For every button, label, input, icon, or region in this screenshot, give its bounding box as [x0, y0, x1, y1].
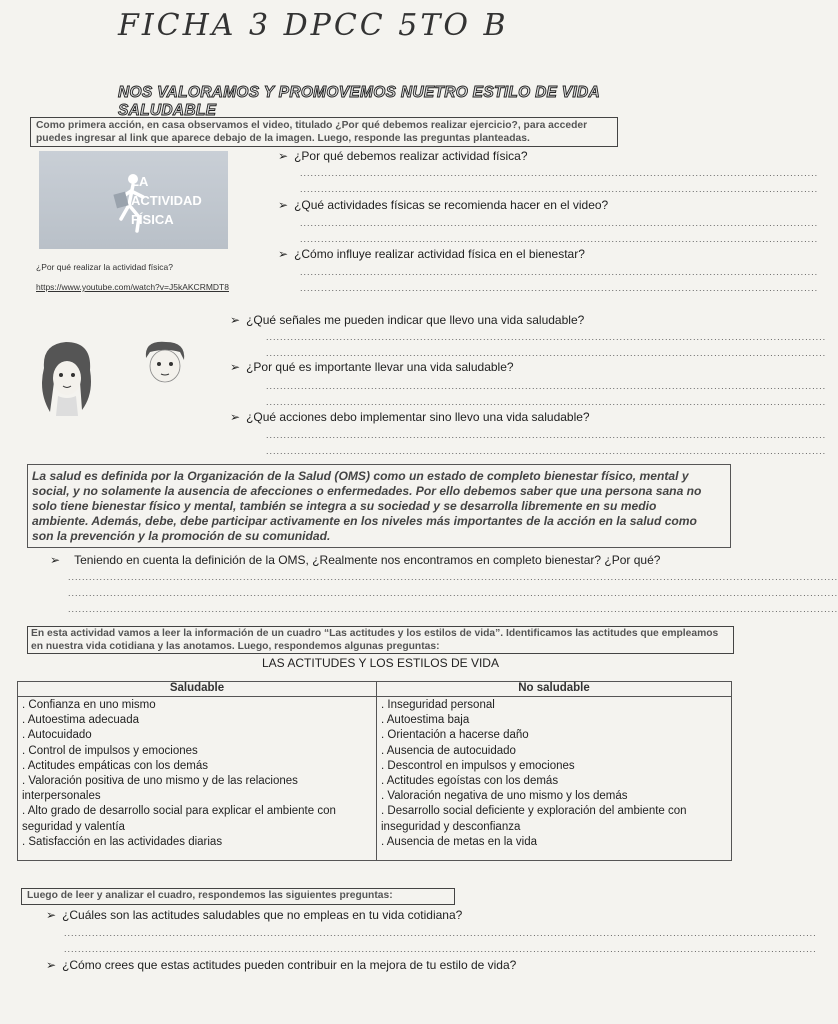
list-item: . Descontrol en impulsos y emociones	[381, 759, 575, 772]
list-item: . Valoración negativa de uno mismo y los demás	[381, 790, 628, 803]
arrow-bullet-icon: ➢	[230, 360, 241, 374]
final-instruction: Luego de leer y analizar el cuadro, respondemos las siguientes preguntas:	[27, 890, 393, 901]
question-final-2: ➢ ¿Cómo crees que estas actitudes pueden contribuir en la mejora de tu estilo de vida?	[46, 958, 517, 972]
oms-line-3: solo tiene bienestar físico y mental, también se integra a su sociedad y se desarrolla libremente en su medio	[32, 499, 657, 513]
answer-line[interactable]: ....................................................................................................................................................	[300, 267, 819, 277]
list-item: . Inseguridad personal	[381, 699, 495, 711]
activity-line-1: En esta actividad vamos a leer la información de un cuadro “Las actitudes y los estilos de vida”. Identificamos las actitudes que empleamos	[31, 628, 719, 639]
answer-line[interactable]: .......................................................................................................................................................................................................................	[64, 944, 817, 954]
thumb-text-2: ACTIVIDAD	[131, 193, 202, 208]
answer-line[interactable]: ....................................................................................................................................................	[300, 184, 819, 194]
list-item: . Desarrollo social deficiente y exploración del ambiente con	[381, 805, 687, 818]
list-item: . Valoración positiva de uno mismo y de las relaciones	[22, 775, 298, 788]
list-item: . Confianza en uno mismo	[22, 699, 156, 711]
oms-line-1: La salud es definida por la Organización de la Salud (OMS) como un estado de completo bienestar físico, mental y	[32, 469, 689, 483]
page-title: NOS VALORAMOS Y PROMOVEMOS NUETRO ESTILO DE VIDA SALUDABLE	[118, 84, 600, 119]
oms-line-4: ambiente. Además, debe, debe participar activamente en los niveles más importantes de la acción en la salud como	[32, 514, 697, 528]
girl-face-icon	[36, 338, 98, 416]
list-item: . Alto grado de desarrollo social para explicar el ambiente con	[22, 805, 336, 818]
question-oms: ➢ Teniendo en cuenta la definición de la OMS, ¿Realmente nos encontramos en completo bienestar? ¿Por qué?	[50, 553, 661, 567]
attitudes-table	[17, 681, 732, 861]
question-health-2: ➢ ¿Por qué es importante llevar una vida saludable?	[230, 360, 514, 374]
question-final-1: ➢ ¿Cuáles son las actitudes saludables que no empleas en tu vida cotidiana?	[46, 908, 463, 922]
answer-line[interactable]: ................................................................................................................................................................	[266, 348, 827, 358]
list-item: . Autoestima baja	[381, 714, 470, 727]
answer-line[interactable]: ............................................................................................................................................................................................................................	[68, 588, 838, 598]
list-item: . Actitudes egoístas con los demás	[381, 775, 559, 788]
question-video-1: ➢ ¿Por qué debemos realizar actividad física?	[278, 149, 528, 163]
activity-line-2: en nuestra vida cotidiana y las anotamos. Luego, respondemos algunas preguntas:	[31, 641, 440, 652]
answer-line[interactable]: ............................................................................................................................................................................................................................	[68, 604, 838, 614]
answer-line[interactable]: .......................................................................................................................................................................................................................	[64, 928, 817, 938]
answer-line[interactable]: ................................................................................................................................................................	[266, 397, 827, 407]
handwritten-header: FICHA 3 DPCC 5TO B	[118, 8, 509, 43]
list-item: . Autocuidado	[22, 729, 92, 742]
list-item: . Satisfacción en las actividades diarias	[22, 835, 223, 848]
list-item: . Actitudes empáticas con los demás	[22, 759, 209, 772]
arrow-bullet-icon: ➢	[46, 958, 57, 972]
answer-line[interactable]: ................................................................................................................................................................	[266, 381, 827, 391]
list-item: . Ausencia de autocuidado	[381, 744, 516, 757]
arrow-bullet-icon: ➢	[278, 247, 289, 261]
answer-line[interactable]: ................................................................................................................................................................	[266, 332, 827, 342]
answer-line[interactable]: ....................................................................................................................................................	[300, 168, 819, 178]
question-video-2: ➢ ¿Qué actividades físicas se recomienda hacer en el video?	[278, 198, 609, 212]
arrow-bullet-icon: ➢	[46, 908, 57, 922]
answer-line[interactable]: ....................................................................................................................................................	[300, 218, 819, 228]
list-item: inseguridad y desconfianza	[381, 820, 521, 833]
intro-line-1: Como primera acción, en casa observamos el video, titulado ¿Por qué debemos realizar ejercicio?, para acceder	[36, 120, 588, 131]
table-title: LAS ACTITUDES Y LOS ESTILOS DE VIDA	[262, 656, 499, 670]
intro-line-2: puedes ingresar al link que aparece debajo de la imagen. Luego, responde las preguntas planteadas.	[36, 133, 530, 144]
list-item: . Control de impulsos y emociones	[22, 744, 198, 757]
thumb-text-1: LA	[131, 174, 149, 189]
arrow-bullet-icon: ➢	[50, 553, 61, 567]
answer-line[interactable]: ....................................................................................................................................................	[300, 234, 819, 244]
oms-line-5: son la prevención y la promoción de su comunidad.	[32, 529, 331, 543]
video-link[interactable]: https://www.youtube.com/watch?v=J5kAKCRMDT8	[36, 282, 229, 292]
arrow-bullet-icon: ➢	[230, 410, 241, 424]
video-caption: ¿Por qué realizar la actividad física?	[36, 262, 174, 272]
question-video-3: ➢ ¿Cómo influye realizar actividad física en el bienestar?	[278, 247, 585, 261]
list-item: interpersonales	[22, 790, 101, 803]
question-health-3: ➢ ¿Qué acciones debo implementar sino llevo una vida saludable?	[230, 410, 590, 424]
answer-line[interactable]: ....................................................................................................................................................	[300, 283, 819, 293]
no-saludable-cell	[377, 697, 732, 861]
saludable-cell	[18, 697, 377, 861]
boy-face-icon	[140, 338, 190, 388]
thumb-text-3: FÍSICA	[131, 212, 174, 227]
oms-line-2: social, y no solamente la ausencia de afecciones o enfermedades. Por ello debemos saber que una persona sana no	[32, 484, 702, 498]
header-saludable: Saludable	[18, 682, 377, 697]
answer-line[interactable]: ................................................................................................................................................................	[266, 446, 827, 456]
answer-line[interactable]: ................................................................................................................................................................	[266, 430, 827, 440]
list-item: . Autoestima adecuada	[22, 714, 139, 727]
list-item: . Orientación a hacerse daño	[381, 729, 529, 742]
question-health-1: ➢ ¿Qué señales me pueden indicar que llevo una vida saludable?	[230, 313, 585, 327]
arrow-bullet-icon: ➢	[278, 198, 289, 212]
arrow-bullet-icon: ➢	[230, 313, 241, 327]
list-item: . Ausencia de metas en la vida	[381, 835, 537, 848]
video-thumbnail[interactable]	[39, 151, 228, 249]
list-item: seguridad y valentía	[22, 820, 125, 833]
answer-line[interactable]: ............................................................................................................................................................................................................................	[68, 572, 838, 582]
header-no-saludable: No saludable	[377, 682, 732, 697]
arrow-bullet-icon: ➢	[278, 149, 289, 163]
